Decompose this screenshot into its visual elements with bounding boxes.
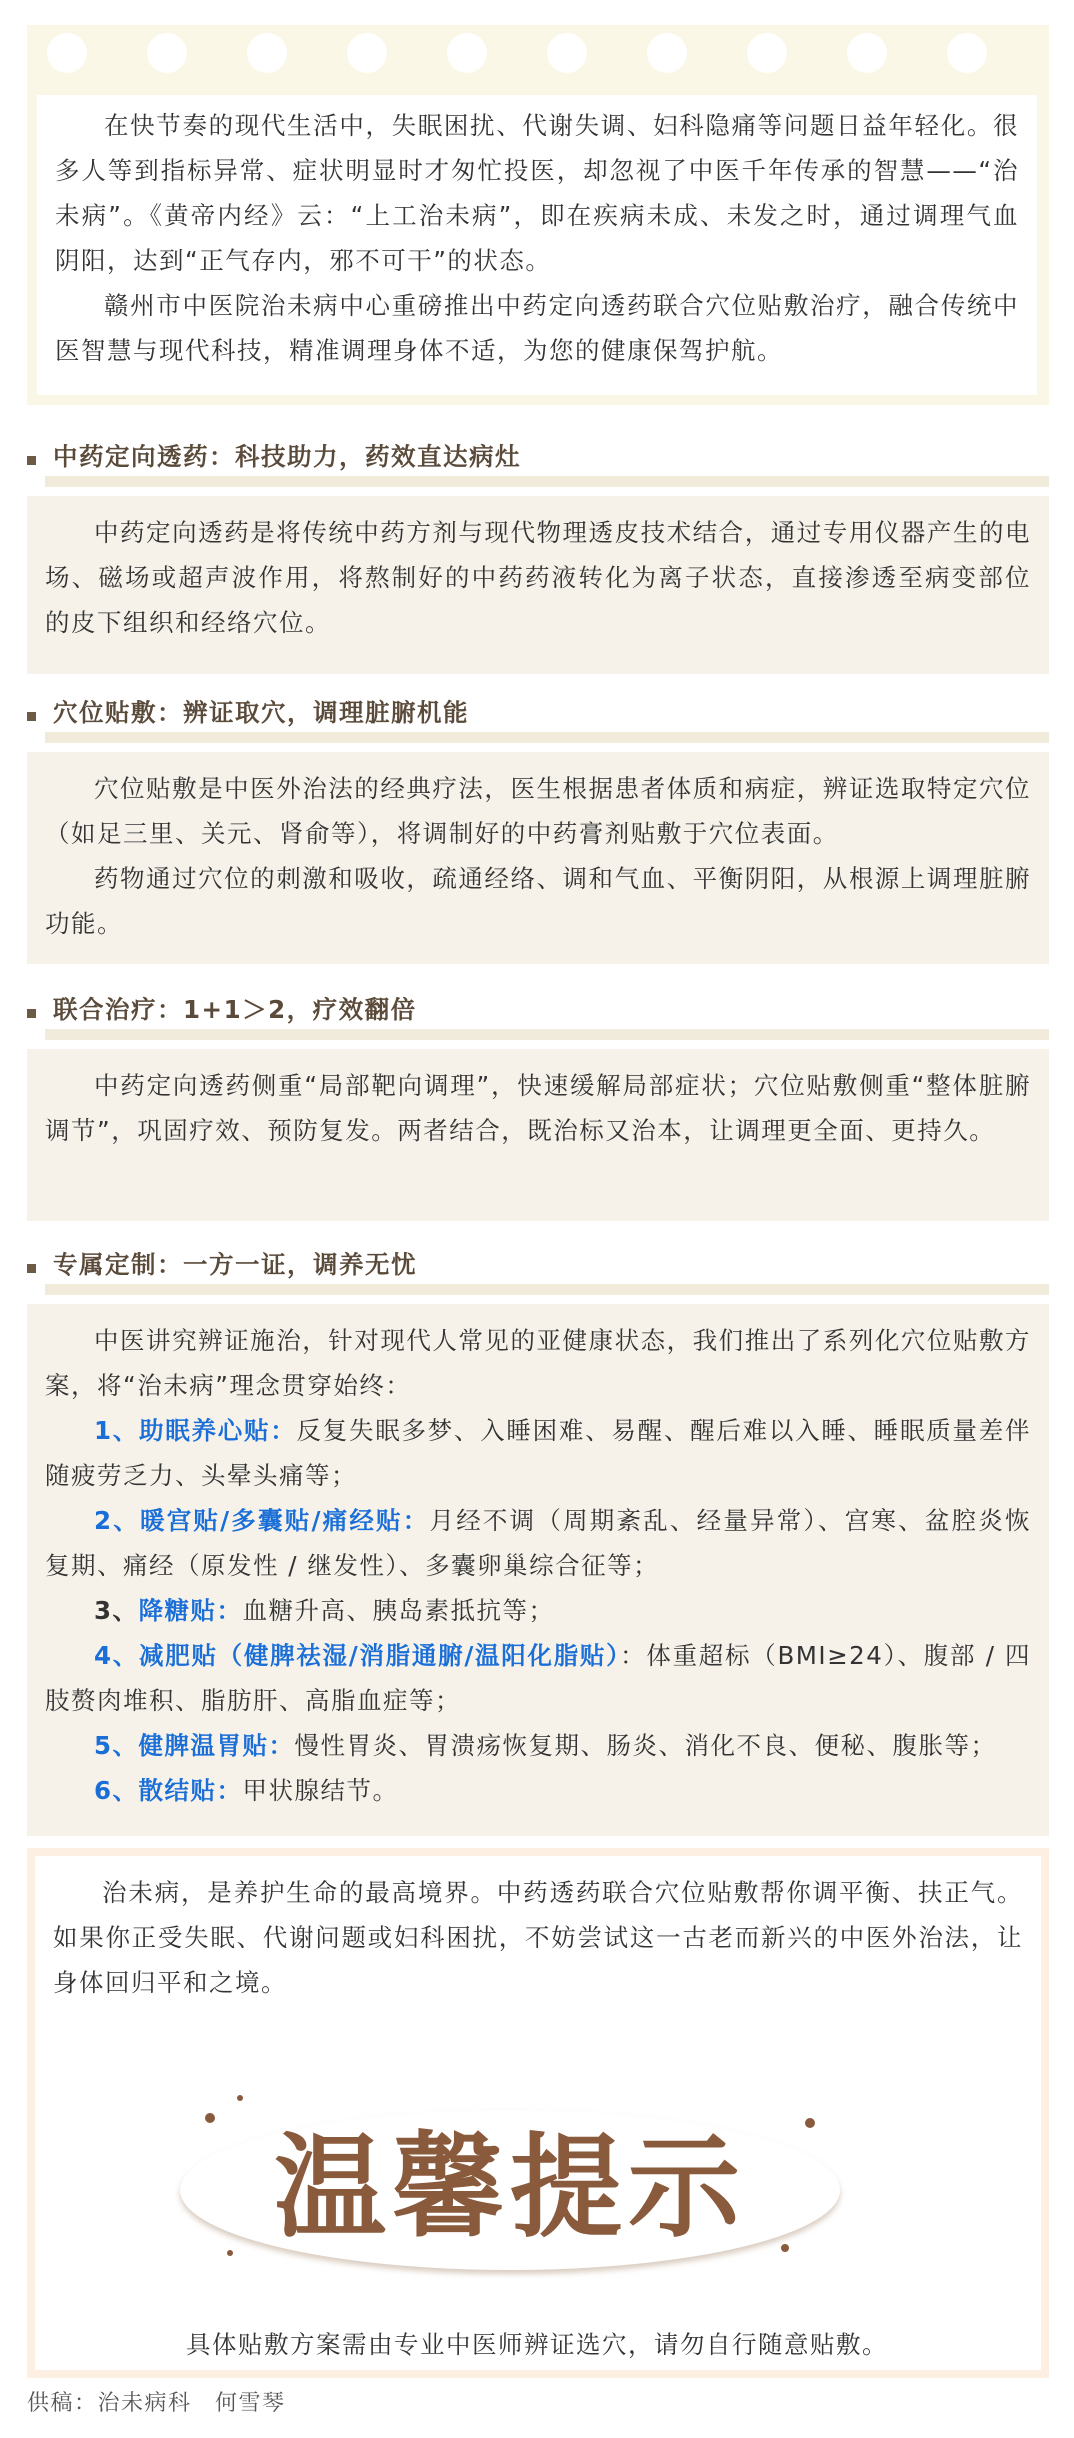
author-credit: 供稿：治未病科 何雪琴: [27, 2391, 286, 2416]
list-item: 3、降糖贴：血糖升高、胰岛素抵抗等；: [94, 1596, 555, 1625]
section-paragraph: 中药定向透药是将传统中药方剂与现代物理透皮技术结合，通过专用仪器产生的电场、磁场或超声波作用，将熬制好的中药药液转化为离子状态，直接渗透至病变部位的皮下组织和经络穴位。: [45, 518, 1031, 637]
bullet-square-icon: [27, 712, 36, 721]
intro-card: [27, 25, 1049, 405]
sparkle-dot: [227, 2250, 233, 2256]
intro-paragraph-2: 赣州市中医院治未病中心重磅推出中药定向透药联合穴位贴敷治疗，融合传统中医智慧与现代科技，精准调理身体不适，为您的健康保驾护航。: [55, 291, 1019, 365]
section-paragraph: 中药定向透药侧重“局部靶向调理”，快速缓解局部症状；穴位贴敷侧重“整体脏腑调节”，巩固疗效、预防复发。两者结合，既治标又治本，让调理更全面、更持久。: [45, 1071, 1031, 1145]
sparkle-dot: [205, 2113, 215, 2123]
list-item: 5、健脾温胃贴：慢性胃炎、胃溃疡恢复期、肠炎、消化不良、便秘、腹胀等；: [94, 1731, 997, 1760]
tip-note: 具体贴敷方案需由专业中医师辨证选穴，请勿自行随意贴敷。: [186, 2330, 888, 2359]
list-item: 1、助眠养心贴：反复失眠多梦、入睡困难、易醒、醒后难以入睡、睡眠质量差伴随疲劳乏力、头晕头痛等；: [45, 1416, 1032, 1490]
section-paragraph: 药物通过穴位的刺激和吸收，疏通经络、调和气血、平衡阴阳，从根源上调理脏腑功能。: [45, 864, 1031, 938]
list-item: 6、散结贴：甲状腺结节。: [94, 1776, 399, 1805]
intro-paragraph-1: 在快节奏的现代生活中，失眠困扰、代谢失调、妇科隐痛等问题日益年轻化。很多人等到指标异常、症状明显时才匆忙投医，却忽视了中医千年传承的智慧——“治未病”。《黄帝内经》云：“上工治未病”，即在疾病未成、未发之时，通过调理气血阴阳，达到“正气存内，邪不可干”的状态。: [55, 111, 1019, 275]
intro-text-box: [37, 95, 1037, 395]
list-item: 4、减肥贴（健脾祛湿/消脂通腑/温阳化脂贴）：体重超标（BMI≥24）、腹部 / 四肢赘肉堆积、脂肪肝、高脂血症等；: [45, 1641, 1031, 1715]
bullet-square-icon: [27, 1009, 36, 1018]
section-title-acupoint: 穴位贴敷：辨证取穴，调理脏腑机能: [27, 698, 1049, 746]
list-item: 2、暖宫贴/多囊贴/痛经贴：月经不调（周期紊乱、经量异常）、宫寒、盆腔炎恢复期、痛经（原发性 / 继发性）、多囊卵巢综合征等；: [45, 1506, 1031, 1580]
section-title-custom: 专属定制：一方一证，调养无忧: [27, 1250, 1049, 1298]
section-intro: 中医讲究辨证施治，针对现代人常见的亚健康状态，我们推出了系列化穴位贴敷方案，将“治未病”理念贯穿始终：: [45, 1326, 1031, 1400]
bullet-square-icon: [27, 1264, 36, 1273]
section-card-combined: [27, 1049, 1049, 1221]
bullet-square-icon: [27, 456, 36, 465]
section-card-custom: [27, 1304, 1049, 1836]
sparkle-dot: [237, 2095, 243, 2101]
section-card-directed-drug: [27, 496, 1049, 674]
closing-paragraph: 治未病，是养护生命的最高境界。中药透药联合穴位贴敷帮你调平衡、扶正气。如果你正受失眠、代谢问题或妇科困扰，不妨尝试这一古老而新兴的中医外治法，让身体回归平和之境。: [53, 1878, 1023, 1997]
section-paragraph: 穴位贴敷是中医外治法的经典疗法，医生根据患者体质和病症，辨证选取特定穴位（如足三里、关元、肾俞等），将调制好的中药膏剂贴敷于穴位表面。: [45, 774, 1031, 848]
section-title-combined: 联合治疗：1+1＞2，疗效翻倍: [27, 995, 1049, 1043]
sparkle-dot: [805, 2118, 815, 2128]
section-card-acupoint: [27, 752, 1049, 964]
notebook-ring-strip: [27, 25, 1049, 77]
sparkle-dot: [781, 2244, 789, 2252]
warm-tip-title-art: [170, 2078, 850, 2278]
section-title-directed-drug: 中药定向透药：科技助力，药效直达病灶: [27, 442, 1049, 490]
warm-tip-title: 温馨提示: [274, 2123, 746, 2253]
